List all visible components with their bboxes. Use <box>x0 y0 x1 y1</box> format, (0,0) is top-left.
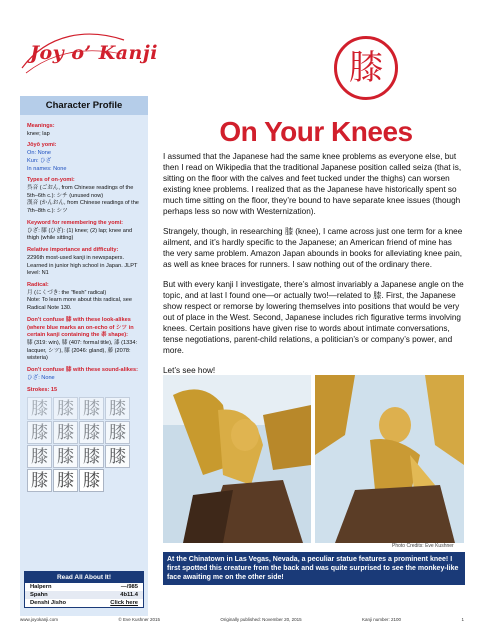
statue-photo-back <box>163 375 311 543</box>
reference-name: Denshi Jisho <box>30 600 67 606</box>
footer-site[interactable]: www.joyokanji.com <box>20 617 59 622</box>
footer-published: Originally published: November 20, 2015 <box>220 617 302 622</box>
footer-page-number: 1 <box>461 617 464 622</box>
statue-photos <box>163 375 464 543</box>
stroke-step-cell: 膝 <box>27 421 52 444</box>
article-title: On Your Knees <box>219 116 413 147</box>
types-label: Types of on-yomi: <box>27 177 75 184</box>
stroke-step-cell: 膝 <box>79 397 104 420</box>
stroke-step-cell: 膝 <box>53 421 78 444</box>
radical-text: 月 (にくづき: the “flesh” radical) <box>27 289 107 296</box>
stroke-step-cell: 膝 <box>79 469 104 492</box>
stroke-step-cell: 膝 <box>27 397 52 420</box>
reference-name: Halpern <box>30 584 52 590</box>
kanon-text: 漢音 (かんおん, from Chinese readings of the 7th–8th c.): シツ <box>27 200 139 215</box>
frequency-text: 2296th most-used kanji in newspapers. Learned in junior high school in Japan. JLPT level: N1 <box>27 254 138 277</box>
reference-name: Spahn <box>30 592 48 598</box>
photo-caption: At the Chinatown in Las Vegas, Nevada, a peculiar statue features a prominent knee! I first spotted this creature from the back and was quite surprised to see the monkey-like face awaiting me on the other side! <box>163 552 465 585</box>
jisho-link[interactable]: Click here <box>110 600 138 606</box>
paragraph: Strangely, though, in researching 膝 (knee), I came across just one term for a knee ailment, and it’s hardly specific to the Japanese; an American friend of mine has the very same problem. Amazon Japan abounds in books for alleviating knee pain, as well as knee braces for runners. I saw nothing out of the ordinary there. <box>163 226 463 269</box>
statue-photo-front <box>315 375 464 543</box>
strokes-label: Strokes: 15 <box>27 386 58 393</box>
names-yomi: In names: None <box>27 165 67 172</box>
read-all-about-it-box <box>24 571 144 608</box>
stroke-step-cell: 膝 <box>53 445 78 468</box>
footer-copyright: © Eve Kushner 2015 <box>118 617 160 622</box>
reference-row <box>25 599 143 607</box>
character-profile-sidebar <box>20 96 148 616</box>
reference-row <box>25 591 143 599</box>
keyword-text: ひざ: 膝 (ひざ): (1) knee; (2) lap; knee and thigh (while sitting) <box>27 227 133 242</box>
radical-note-link[interactable]: Note: To learn more about this radical, see Radical Note 130. <box>27 297 132 312</box>
reference-value: 4b11.4 <box>120 592 138 598</box>
paragraph: But with every kanji I investigate, there’s almost invariably a Japanese angle on the topic, and at last I found one—or actually two!—related to 膝. First, the Japanese show respect or remorse by lowering themselves into positions that would be very out of place in the West. Second, Japanese includes rich figurative terms involving knees. Certain positions have given rise to words about intimate conversations, tense negotiations, parent-child relations, a politician’s or company’s power, and more. <box>163 279 464 355</box>
soundalike-text: ひざ: None <box>27 374 55 381</box>
stroke-step-cell: 膝 <box>79 445 104 468</box>
stroke-order-grid <box>27 397 141 493</box>
stroke-step-cell: 膝 <box>105 397 130 420</box>
stroke-step-cell: 膝 <box>27 445 52 468</box>
stroke-step-cell: 膝 <box>27 469 52 492</box>
featured-kanji: 膝 <box>349 48 383 88</box>
meanings-label: Meanings: <box>27 123 55 129</box>
radical-label: Radical: <box>27 281 49 288</box>
reference-value: —/985 <box>120 584 138 590</box>
lookalike-label: Don’t confuse 膝 with these look-alikes (where blue marks an on-echo of シツ in certain kanji containing the 桼 shape): <box>27 316 134 339</box>
meanings-value: knee; lap <box>27 130 50 137</box>
article-body <box>163 152 465 386</box>
featured-kanji-badge <box>334 36 398 100</box>
keyword-label: Keyword for remembering the yomi: <box>27 219 124 226</box>
sidebar-heading: Character Profile <box>20 96 148 115</box>
joyo-yomi-label: Jōyō yomi: <box>27 142 57 149</box>
paragraph: Let’s see how! <box>163 365 216 375</box>
stroke-step-cell: 膝 <box>79 421 104 444</box>
stroke-step-cell: 膝 <box>53 469 78 492</box>
site-logo[interactable]: Joy o’ Kanji <box>30 42 158 64</box>
soundalike-label: Don’t confuse 膝 with these sound-alikes: <box>27 367 138 374</box>
kun-yomi: Kun: ひざ <box>27 157 52 164</box>
stroke-step-cell: 膝 <box>105 445 130 468</box>
goon-text: 呉音 (ごおん, from Chinese readings of the 5th–6th c.): シチ (unused now) <box>27 185 134 199</box>
page-footer <box>20 617 464 622</box>
frequency-label: Relative importance and difficulty: <box>27 247 119 254</box>
paragraph: I assumed that the Japanese had the same knee problems as everyone else, but then I read on Wikipedia that the traditional Japanese position called seiza (that is, sitting on the floor with the calves and feet tucked under the thighs) can worsen existing knee problems. I realized that as the Japanese have historically spent so much time sitting on the floor, they’re bound to have separate knee issues (though perhaps less so now with Westernization). <box>163 152 462 216</box>
lookalike-text: 膝 (319: win), 膝 (407: formal title), 漆 (1334: lacquer, シツ), 膝 (2046: gland), 藤 (2078: wisteria) <box>27 339 138 362</box>
stroke-step-cell: 膝 <box>105 421 130 444</box>
footer-kanji-number: Kanji number: 2100 <box>362 617 402 622</box>
photo-credit: Photo Credits: Eve Kushner <box>392 543 454 549</box>
on-yomi: On: None <box>27 150 51 157</box>
reference-row <box>25 583 143 591</box>
stroke-step-cell: 膝 <box>53 397 78 420</box>
page-header <box>0 0 484 92</box>
read-all-about-it-heading: Read All About It! <box>25 572 143 583</box>
